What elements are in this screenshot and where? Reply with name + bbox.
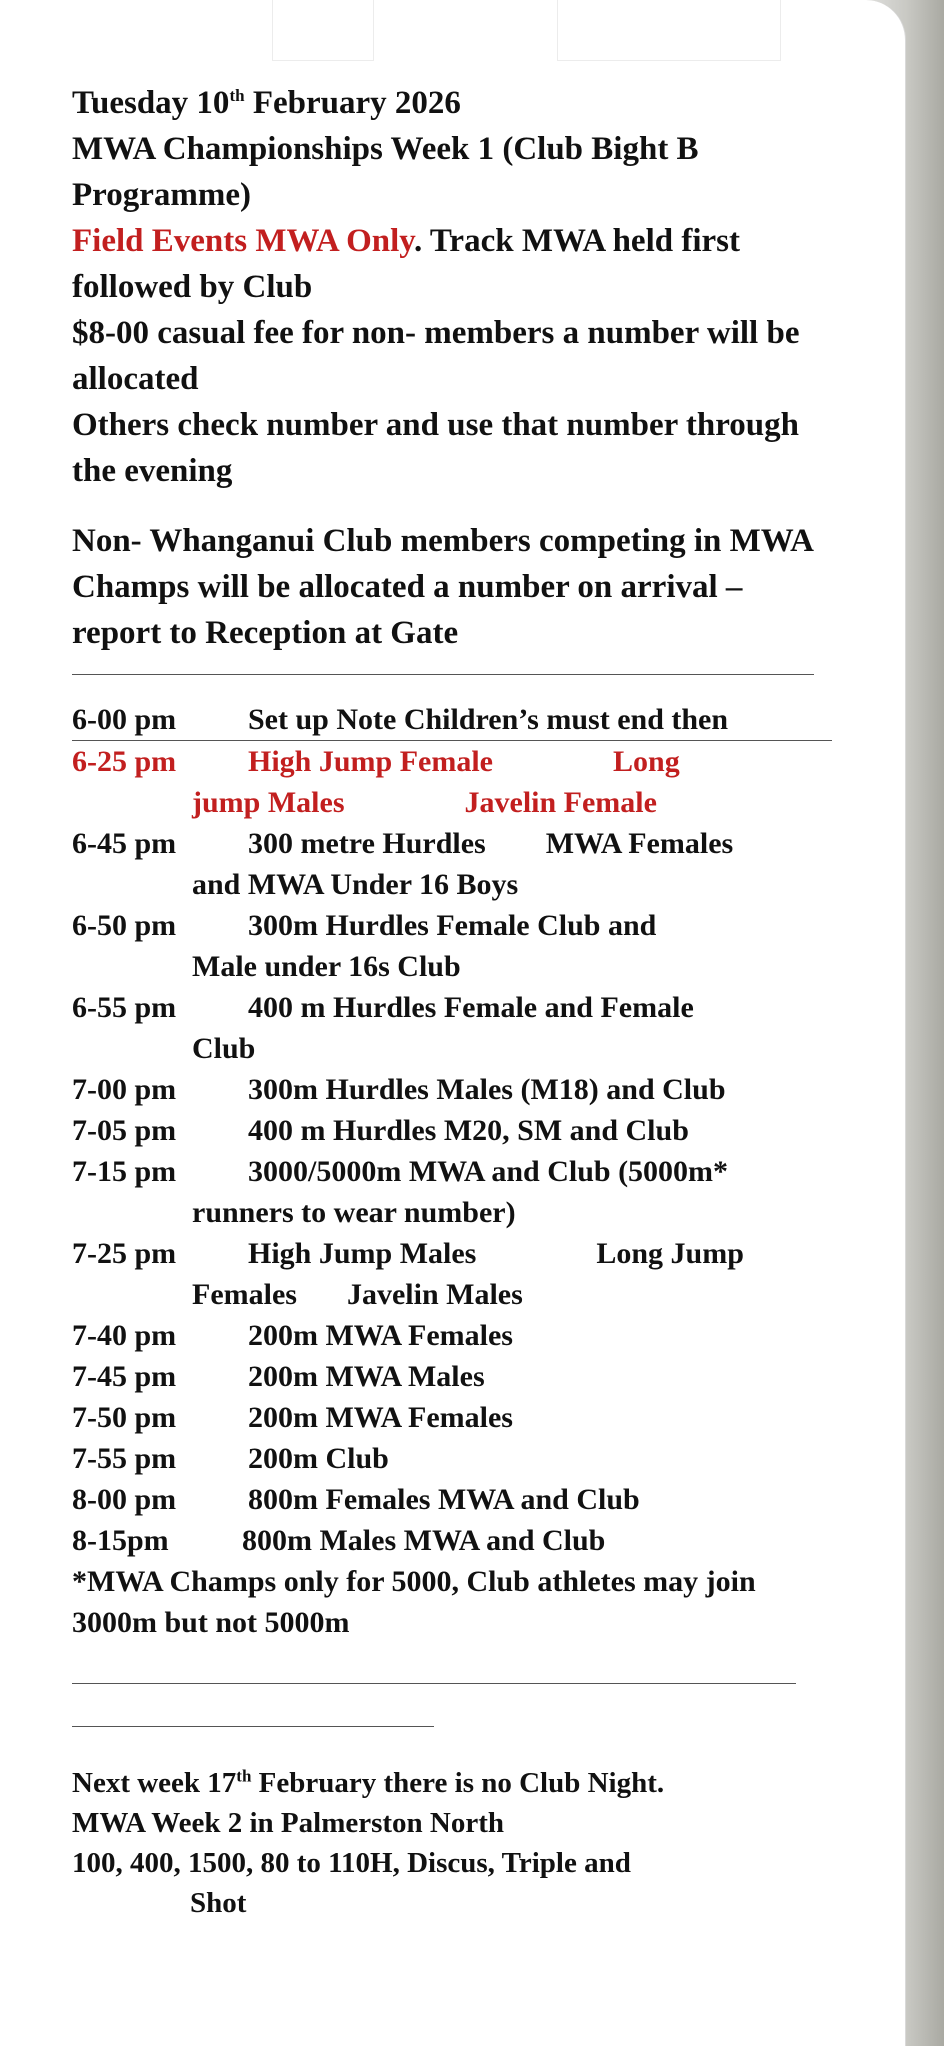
schedule-row: 7-45 pm 200m MWA Males	[72, 1360, 485, 1393]
schedule-row-continuation: Male under 16s Club	[192, 950, 461, 983]
schedule-row: 8-00 pm 800m Females MWA and Club	[72, 1483, 640, 1516]
schedule-row: 6-45 pm 300 metre Hurdles MWA Females	[72, 827, 734, 860]
schedule-row-continuation: runners to wear number)	[192, 1196, 516, 1229]
schedule-row: 6-50 pm 300m Hurdles Female Club and	[72, 909, 657, 942]
schedule-row-continuation: and MWA Under 16 Boys	[192, 868, 519, 901]
top-tab-left	[272, 0, 374, 61]
schedule-row: 6-00 pm Set up Note Children’s must end then	[72, 699, 832, 741]
schedule-row: 7-40 pm 200m MWA Females	[72, 1319, 513, 1352]
event-date: Tuesday 10th February 2026	[72, 85, 461, 121]
schedule-row-continuation: Club	[192, 1032, 256, 1065]
week2-line: MWA Week 2 in Palmerston North	[72, 1807, 505, 1839]
field-events-label: Field Events MWA Only	[72, 223, 414, 259]
schedule-row: 7-55 pm 200m Club	[72, 1442, 389, 1475]
programme-document	[72, 80, 832, 1923]
schedule-row: 7-00 pm 300m Hurdles Males (M18) and Club	[72, 1073, 726, 1106]
schedule-row: 7-50 pm 200m MWA Females	[72, 1401, 513, 1434]
next-week-notice	[72, 1763, 832, 1923]
schedule	[72, 699, 832, 1643]
schedule-footnote: *MWA Champs only for 5000, Club athletes may join 3000m but not 5000m	[72, 1565, 756, 1639]
top-tab-right	[557, 0, 781, 61]
schedule-row-continuation: jump Males Javelin Female	[192, 786, 657, 819]
divider-line	[72, 674, 814, 675]
schedule-row-continuation: Females Javelin Males	[192, 1278, 523, 1311]
schedule-row: 7-15 pm 3000/5000m MWA and Club (5000m*	[72, 1155, 729, 1188]
schedule-row: 7-25 pm High Jump Males Long Jump	[72, 1237, 744, 1270]
schedule-row: 6-25 pm High Jump Female Long	[72, 745, 680, 778]
number-note: Others check number and use that number through the evening	[72, 407, 800, 489]
schedule-row: 6-55 pm 400 m Hurdles Female and Female	[72, 991, 694, 1024]
fee-note: $8-00 casual fee for non- members a number will be allocated	[72, 315, 800, 397]
divider-line	[72, 1683, 796, 1684]
events-line: 100, 400, 1500, 80 to 110H, Discus, Triple and	[72, 1847, 631, 1879]
schedule-row: 8-15pm 800m Males MWA and Club	[72, 1524, 606, 1557]
non-club-note: Non- Whanganui Club members competing in MWA Champs will be allocated a number on arrival – report to Reception at Gate	[72, 523, 813, 651]
next-week-line: Next week 17th February there is no Club Night.	[72, 1766, 665, 1799]
field-events-note: Field Events MWA Only. Track MWA held first followed by Club	[72, 223, 740, 305]
programme-title: MWA Championships Week 1 (Club Bight B Programme)	[72, 131, 699, 213]
divider-line-short	[72, 1726, 434, 1727]
schedule-row: 7-05 pm 400 m Hurdles M20, SM and Club	[72, 1114, 689, 1147]
events-line-continuation: Shot	[190, 1887, 247, 1919]
